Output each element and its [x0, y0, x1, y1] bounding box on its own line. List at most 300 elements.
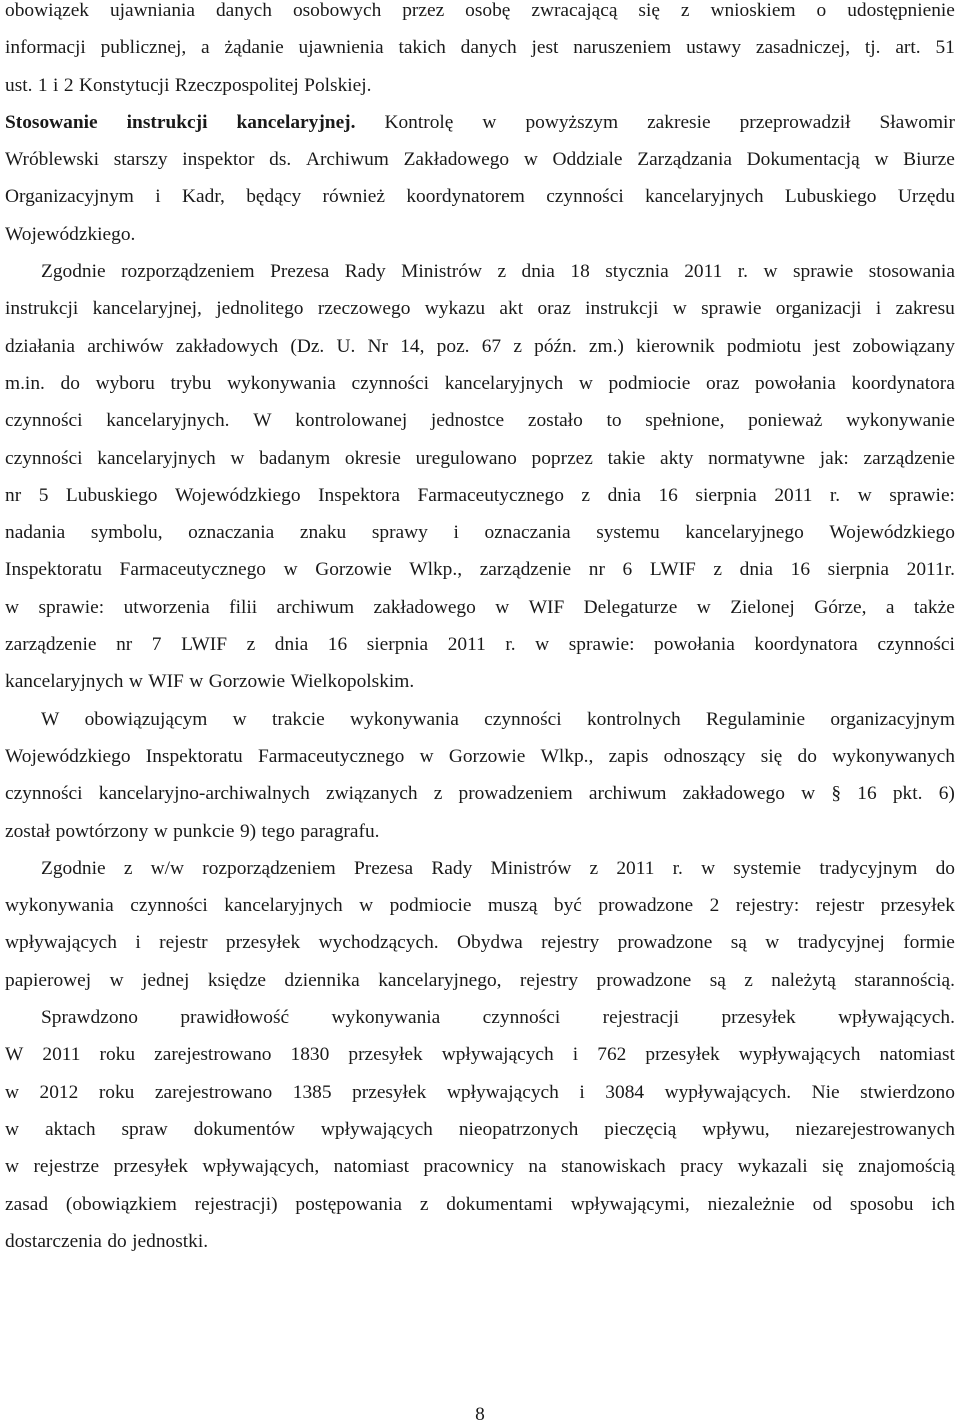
word: w — [153, 820, 168, 842]
word: się — [760, 745, 783, 767]
word: nadania — [5, 522, 66, 544]
word: z — [744, 969, 753, 991]
text-line — [5, 738, 955, 775]
word: tj. — [864, 37, 881, 59]
word: w — [232, 708, 247, 730]
word: LWIF — [649, 559, 696, 581]
word: należytą — [771, 969, 836, 991]
word: będący — [246, 186, 302, 208]
word: r. — [737, 261, 749, 283]
word: wypływających — [738, 1044, 861, 1066]
word: Zakładowego — [403, 149, 510, 171]
word: zobowiązany — [852, 335, 955, 357]
text-line — [5, 1036, 955, 1073]
word: kancelaryjno-archiwalnych — [98, 783, 310, 805]
text-line — [5, 850, 955, 887]
word: zostało — [527, 410, 583, 432]
word: natomiast — [879, 1044, 955, 1066]
word: w — [128, 671, 143, 693]
text-line — [5, 775, 955, 812]
word: filii — [229, 596, 258, 618]
text-line — [5, 290, 955, 327]
bold-word: instrukcji — [126, 111, 208, 133]
word: kancelaryjnych — [5, 671, 124, 693]
word: 14, — [400, 335, 425, 357]
paragraph — [5, 999, 955, 1260]
word: badanym — [259, 447, 331, 469]
word: i — [155, 186, 161, 208]
word: i — [453, 522, 459, 544]
word: z — [433, 783, 443, 805]
word: 1 — [37, 74, 48, 96]
word: przesyłek — [113, 1156, 188, 1178]
word: paragrafu. — [300, 820, 380, 842]
word: na — [528, 1156, 547, 1178]
word: kancelaryjnego, — [378, 969, 502, 991]
word: Ministrów — [490, 857, 572, 879]
word: ds. — [269, 149, 292, 171]
word: czynności — [482, 1007, 561, 1029]
word: w — [230, 447, 245, 469]
word: i — [53, 74, 59, 96]
word: z — [680, 0, 690, 21]
word: to — [606, 410, 622, 432]
word: sposobu — [849, 1193, 914, 1215]
word: r. — [505, 634, 516, 656]
word: sprawie: — [568, 634, 635, 656]
word: są — [709, 969, 726, 991]
word: wykazali — [737, 1156, 808, 1178]
word: 2011 — [684, 261, 723, 283]
text-line — [5, 626, 955, 663]
text-line — [5, 67, 955, 104]
word: rejestracji — [602, 1007, 680, 1029]
word: rejestry: — [735, 895, 800, 917]
word: natomiast — [333, 1156, 410, 1178]
text-line — [5, 178, 955, 215]
word: utworzenia — [123, 596, 210, 618]
word: Wojewódzkiego. — [5, 223, 136, 245]
word: jest — [813, 335, 841, 357]
word: czynności — [546, 186, 624, 208]
word: oznaczania — [484, 522, 571, 544]
word: Sławomir — [879, 111, 955, 133]
word: jak: — [819, 447, 849, 469]
word: Urzędu — [897, 186, 955, 208]
word: inspektor — [182, 149, 255, 171]
word: w — [672, 298, 687, 320]
word: rejestry — [541, 932, 600, 954]
word: w — [283, 559, 298, 581]
word: oraz — [537, 298, 571, 320]
word: przez — [402, 0, 445, 21]
word: zakładowego — [373, 596, 476, 618]
word: z — [497, 261, 507, 283]
word: systemu — [596, 522, 660, 544]
word: 18 — [570, 261, 590, 283]
word: § — [831, 783, 842, 805]
word: rejestr — [815, 895, 865, 917]
word: sprawie: — [38, 596, 105, 618]
word: Inspektoratu — [145, 745, 243, 767]
word: Wojewódzkiego — [829, 522, 955, 544]
text-line — [5, 440, 955, 477]
word: organizacji — [775, 298, 862, 320]
word: 6) — [938, 783, 955, 805]
text-line — [5, 104, 955, 141]
text-line — [5, 402, 955, 439]
word: czynności — [877, 634, 955, 656]
word: 16 — [790, 559, 811, 581]
word: ujawniania — [109, 0, 196, 21]
word: w — [5, 1156, 20, 1178]
text-line — [5, 663, 955, 700]
word: rejestry — [519, 969, 579, 991]
text-line — [5, 962, 955, 999]
word: o — [816, 0, 827, 21]
word: Wielkopolskim. — [290, 671, 415, 693]
word: Organizacyjnym — [5, 186, 134, 208]
text-line — [5, 477, 955, 514]
word: Farmaceutycznego — [119, 559, 266, 581]
word: czynności — [5, 783, 83, 805]
word: normatywne — [708, 447, 806, 469]
word: wpływających — [441, 1044, 554, 1066]
word: (Dz. — [290, 335, 325, 357]
word: i — [875, 298, 882, 320]
word: przesyłek — [721, 1007, 796, 1029]
word: przesyłek — [352, 1081, 427, 1103]
word: Rady — [344, 261, 386, 283]
word: powtórzony — [55, 820, 149, 842]
paragraph — [5, 253, 955, 701]
word: kancelaryjnych — [97, 447, 216, 469]
word: tradycyjnym — [819, 857, 918, 879]
word: się — [638, 0, 660, 21]
word: stycznia — [605, 261, 669, 283]
word: z — [713, 559, 723, 581]
word: Polskiej. — [304, 74, 372, 96]
word: poz. — [436, 335, 470, 357]
text-line — [5, 1111, 955, 1148]
word: Farmaceutycznego — [257, 745, 405, 767]
word: rozporządzeniem — [121, 261, 255, 283]
word: akt — [499, 298, 524, 320]
word: dnia — [274, 634, 309, 656]
word: osobowych — [292, 0, 382, 21]
word: 16 — [327, 634, 348, 656]
word: powołania — [654, 634, 735, 656]
word: W — [253, 410, 272, 432]
word: Zgodnie — [41, 857, 106, 879]
word: wychodzących. — [318, 932, 439, 954]
word: znaku — [299, 522, 347, 544]
word: 7 — [151, 634, 162, 656]
text-line — [5, 1074, 955, 1111]
word: w — [482, 111, 497, 133]
word: w — [763, 261, 778, 283]
word: w — [359, 895, 374, 917]
word: organizacyjnym — [830, 708, 955, 730]
word: 67 — [481, 335, 502, 357]
word: obowiązującym — [84, 708, 208, 730]
word: zarejestrowano — [154, 1044, 272, 1066]
word: czynności — [130, 895, 208, 917]
word: w — [765, 932, 780, 954]
word: kancelaryjnej, — [92, 298, 202, 320]
word: formie — [903, 932, 955, 954]
word: podmiotu — [726, 335, 802, 357]
paragraph — [5, 850, 955, 999]
text-line — [5, 514, 955, 551]
text-line — [5, 29, 955, 66]
word: instrukcji — [585, 298, 659, 320]
word: osobę — [465, 0, 511, 21]
text-line — [5, 589, 955, 626]
word: Wlkp., — [409, 559, 463, 581]
word: publicznej, — [100, 37, 187, 59]
word: sierpnia — [695, 484, 757, 506]
word: wpływających — [446, 1081, 559, 1103]
word: nieopatrzonych — [458, 1118, 579, 1140]
word: wpływających — [320, 1118, 433, 1140]
word: oznaczania — [188, 522, 275, 544]
word: Dokumentacją — [746, 149, 860, 171]
word: w — [874, 149, 889, 171]
word: się — [822, 1156, 844, 1178]
word: prowadzone — [617, 932, 713, 954]
word: dziennika — [284, 969, 360, 991]
word: Kontrolę — [384, 111, 454, 133]
word: Gorzowie — [448, 745, 526, 767]
word: 16 — [658, 484, 678, 506]
word: rejestr — [159, 932, 208, 954]
word: w — [857, 484, 872, 506]
word: r. — [829, 484, 841, 506]
word: prowadzone — [596, 969, 692, 991]
word: wpływającymi, — [570, 1193, 690, 1215]
word: Obydwa — [457, 932, 523, 954]
word: tego — [261, 820, 295, 842]
word: Delegaturze — [583, 596, 678, 618]
word: informacji — [5, 37, 86, 59]
word: żądanie — [224, 37, 284, 59]
word: z — [419, 1193, 429, 1215]
text-line — [5, 1148, 955, 1185]
word: związanych — [326, 783, 418, 805]
word: rejestrze — [33, 1156, 100, 1178]
word: dnia — [521, 261, 555, 283]
word: prawidłowość — [180, 1007, 290, 1029]
word: powołania — [755, 372, 836, 394]
word: Zgodnie — [41, 261, 106, 283]
word: 2011 — [616, 857, 655, 879]
word: poprzez — [531, 447, 593, 469]
word: 9) — [239, 820, 257, 842]
word: danych — [215, 0, 272, 21]
text-line — [5, 924, 955, 961]
word: prowadzone — [598, 895, 694, 917]
word: obowiązek — [5, 0, 89, 21]
word: i — [572, 1044, 579, 1066]
word: księdze — [207, 969, 266, 991]
word: wpływu, — [702, 1118, 770, 1140]
word: archiwum — [276, 596, 355, 618]
word: uregulowano — [415, 447, 517, 469]
word: 1830 — [290, 1044, 330, 1066]
word: art. — [895, 37, 921, 59]
word: kancelaryjnych — [645, 186, 764, 208]
text-line — [5, 887, 955, 924]
word: a — [201, 37, 210, 59]
bold-word: Stosowanie — [5, 111, 98, 133]
word: kontrolowanej — [295, 410, 408, 432]
word: Wlkp., — [540, 745, 594, 767]
word: spełnione, — [645, 410, 725, 432]
word: do — [935, 857, 955, 879]
word: wypływających. — [664, 1081, 792, 1103]
word: postępowania — [295, 1193, 402, 1215]
word: Zarządzania — [637, 149, 732, 171]
word: jednostce — [430, 410, 505, 432]
word: 5 — [38, 484, 49, 506]
word: instrukcji — [5, 298, 79, 320]
word: r. — [672, 857, 683, 879]
word: wykonywanych — [832, 745, 955, 767]
word: dnia — [739, 559, 774, 581]
word: Farmaceutycznego — [417, 484, 564, 506]
page-number: 8 — [475, 1404, 485, 1425]
word: zasad — [5, 1193, 49, 1215]
word: Wojewódzkiego — [175, 484, 301, 506]
word: Rady — [431, 857, 473, 879]
word: Lubuskiego — [784, 186, 877, 208]
text-line — [5, 999, 955, 1036]
word: koordynatora — [754, 634, 858, 656]
word: starszy — [113, 149, 168, 171]
word: Kadr, — [182, 186, 225, 208]
word: kancelaryjnych. — [106, 410, 230, 432]
word: pieczęcią — [604, 1118, 677, 1140]
word: stwierdzono — [860, 1081, 955, 1103]
word: Regulaminie — [705, 708, 806, 730]
word: prowadzeniem — [458, 783, 573, 805]
paragraph — [5, 0, 955, 104]
word: WIF — [148, 671, 184, 693]
word: LWIF — [181, 634, 228, 656]
word: 6 — [622, 559, 633, 581]
word: 2011 — [42, 1044, 81, 1066]
word: 2 — [709, 895, 720, 917]
word: Prezesa — [270, 261, 330, 283]
word: zarządzenie — [479, 559, 572, 581]
word: pracy — [680, 1156, 724, 1178]
word: powyższym — [525, 111, 619, 133]
word: wpływających — [5, 932, 117, 954]
word: roku — [98, 1081, 135, 1103]
word: Archiwum — [305, 149, 389, 171]
word: czynności — [484, 708, 562, 730]
word: sprawie — [792, 261, 854, 283]
word: nr — [116, 634, 133, 656]
text-line — [5, 253, 955, 290]
word: kierownik — [636, 335, 715, 357]
word: jednostki. — [132, 1230, 209, 1252]
word: trybu — [170, 372, 212, 394]
word: Rzeczpospolitej — [174, 74, 299, 96]
word: Inspektoratu — [5, 559, 102, 581]
word: jest — [531, 37, 559, 59]
text-line — [5, 701, 955, 738]
word: koordynatorem — [406, 186, 525, 208]
word: przesyłek — [225, 932, 301, 954]
word: w — [696, 596, 711, 618]
paragraph — [5, 701, 955, 850]
word: 2011r. — [906, 559, 955, 581]
word: koordynatora — [851, 372, 955, 394]
word: 2011 — [774, 484, 813, 506]
text-line — [5, 813, 955, 850]
word: ust. — [5, 74, 33, 96]
word: późn. — [534, 335, 577, 357]
word: a — [885, 596, 895, 618]
word: stanowiskach — [561, 1156, 666, 1178]
word: roku — [99, 1044, 136, 1066]
word: rzeczowego — [317, 298, 411, 320]
word: pracownicy — [423, 1156, 514, 1178]
word: 2011 — [447, 634, 486, 656]
word: Inspektora — [318, 484, 400, 506]
word: dokumentów — [193, 1118, 295, 1140]
bold-word: kancelaryjnej. — [236, 111, 356, 133]
word: przeprowadził — [739, 111, 851, 133]
word: podmiocie — [608, 372, 691, 394]
word: rejestracji) — [194, 1193, 278, 1215]
word: spraw — [121, 1118, 168, 1140]
word: od — [812, 1193, 832, 1215]
word: Górze, — [814, 596, 867, 618]
word: w — [5, 1081, 20, 1103]
word: WIF — [528, 596, 565, 618]
word: 1385 — [292, 1081, 332, 1103]
word: w — [535, 634, 550, 656]
word: niezarejestrowanych — [795, 1118, 955, 1140]
word: także — [913, 596, 955, 618]
word: symbolu, — [90, 522, 163, 544]
word: 51 — [935, 37, 955, 59]
word: i — [579, 1081, 585, 1103]
word: Oddziale — [552, 149, 623, 171]
word: również — [322, 186, 385, 208]
word: czynności — [5, 410, 83, 432]
word: zakresie — [647, 111, 711, 133]
word: czynności — [5, 447, 83, 469]
word: podmiocie — [389, 895, 472, 917]
word: wykonywania — [350, 708, 459, 730]
word: muszą — [487, 895, 538, 917]
word: niezależnie — [707, 1193, 795, 1215]
word: przesyłek — [348, 1044, 423, 1066]
word: Lubuskiego — [65, 484, 158, 506]
word: z — [589, 857, 599, 879]
word: przesyłek — [880, 895, 955, 917]
word: nr — [588, 559, 605, 581]
word: zm.) — [588, 335, 624, 357]
word: w — [701, 857, 716, 879]
word: dostarczenia — [5, 1230, 102, 1252]
word: W — [41, 708, 60, 730]
word: W — [5, 1044, 24, 1066]
